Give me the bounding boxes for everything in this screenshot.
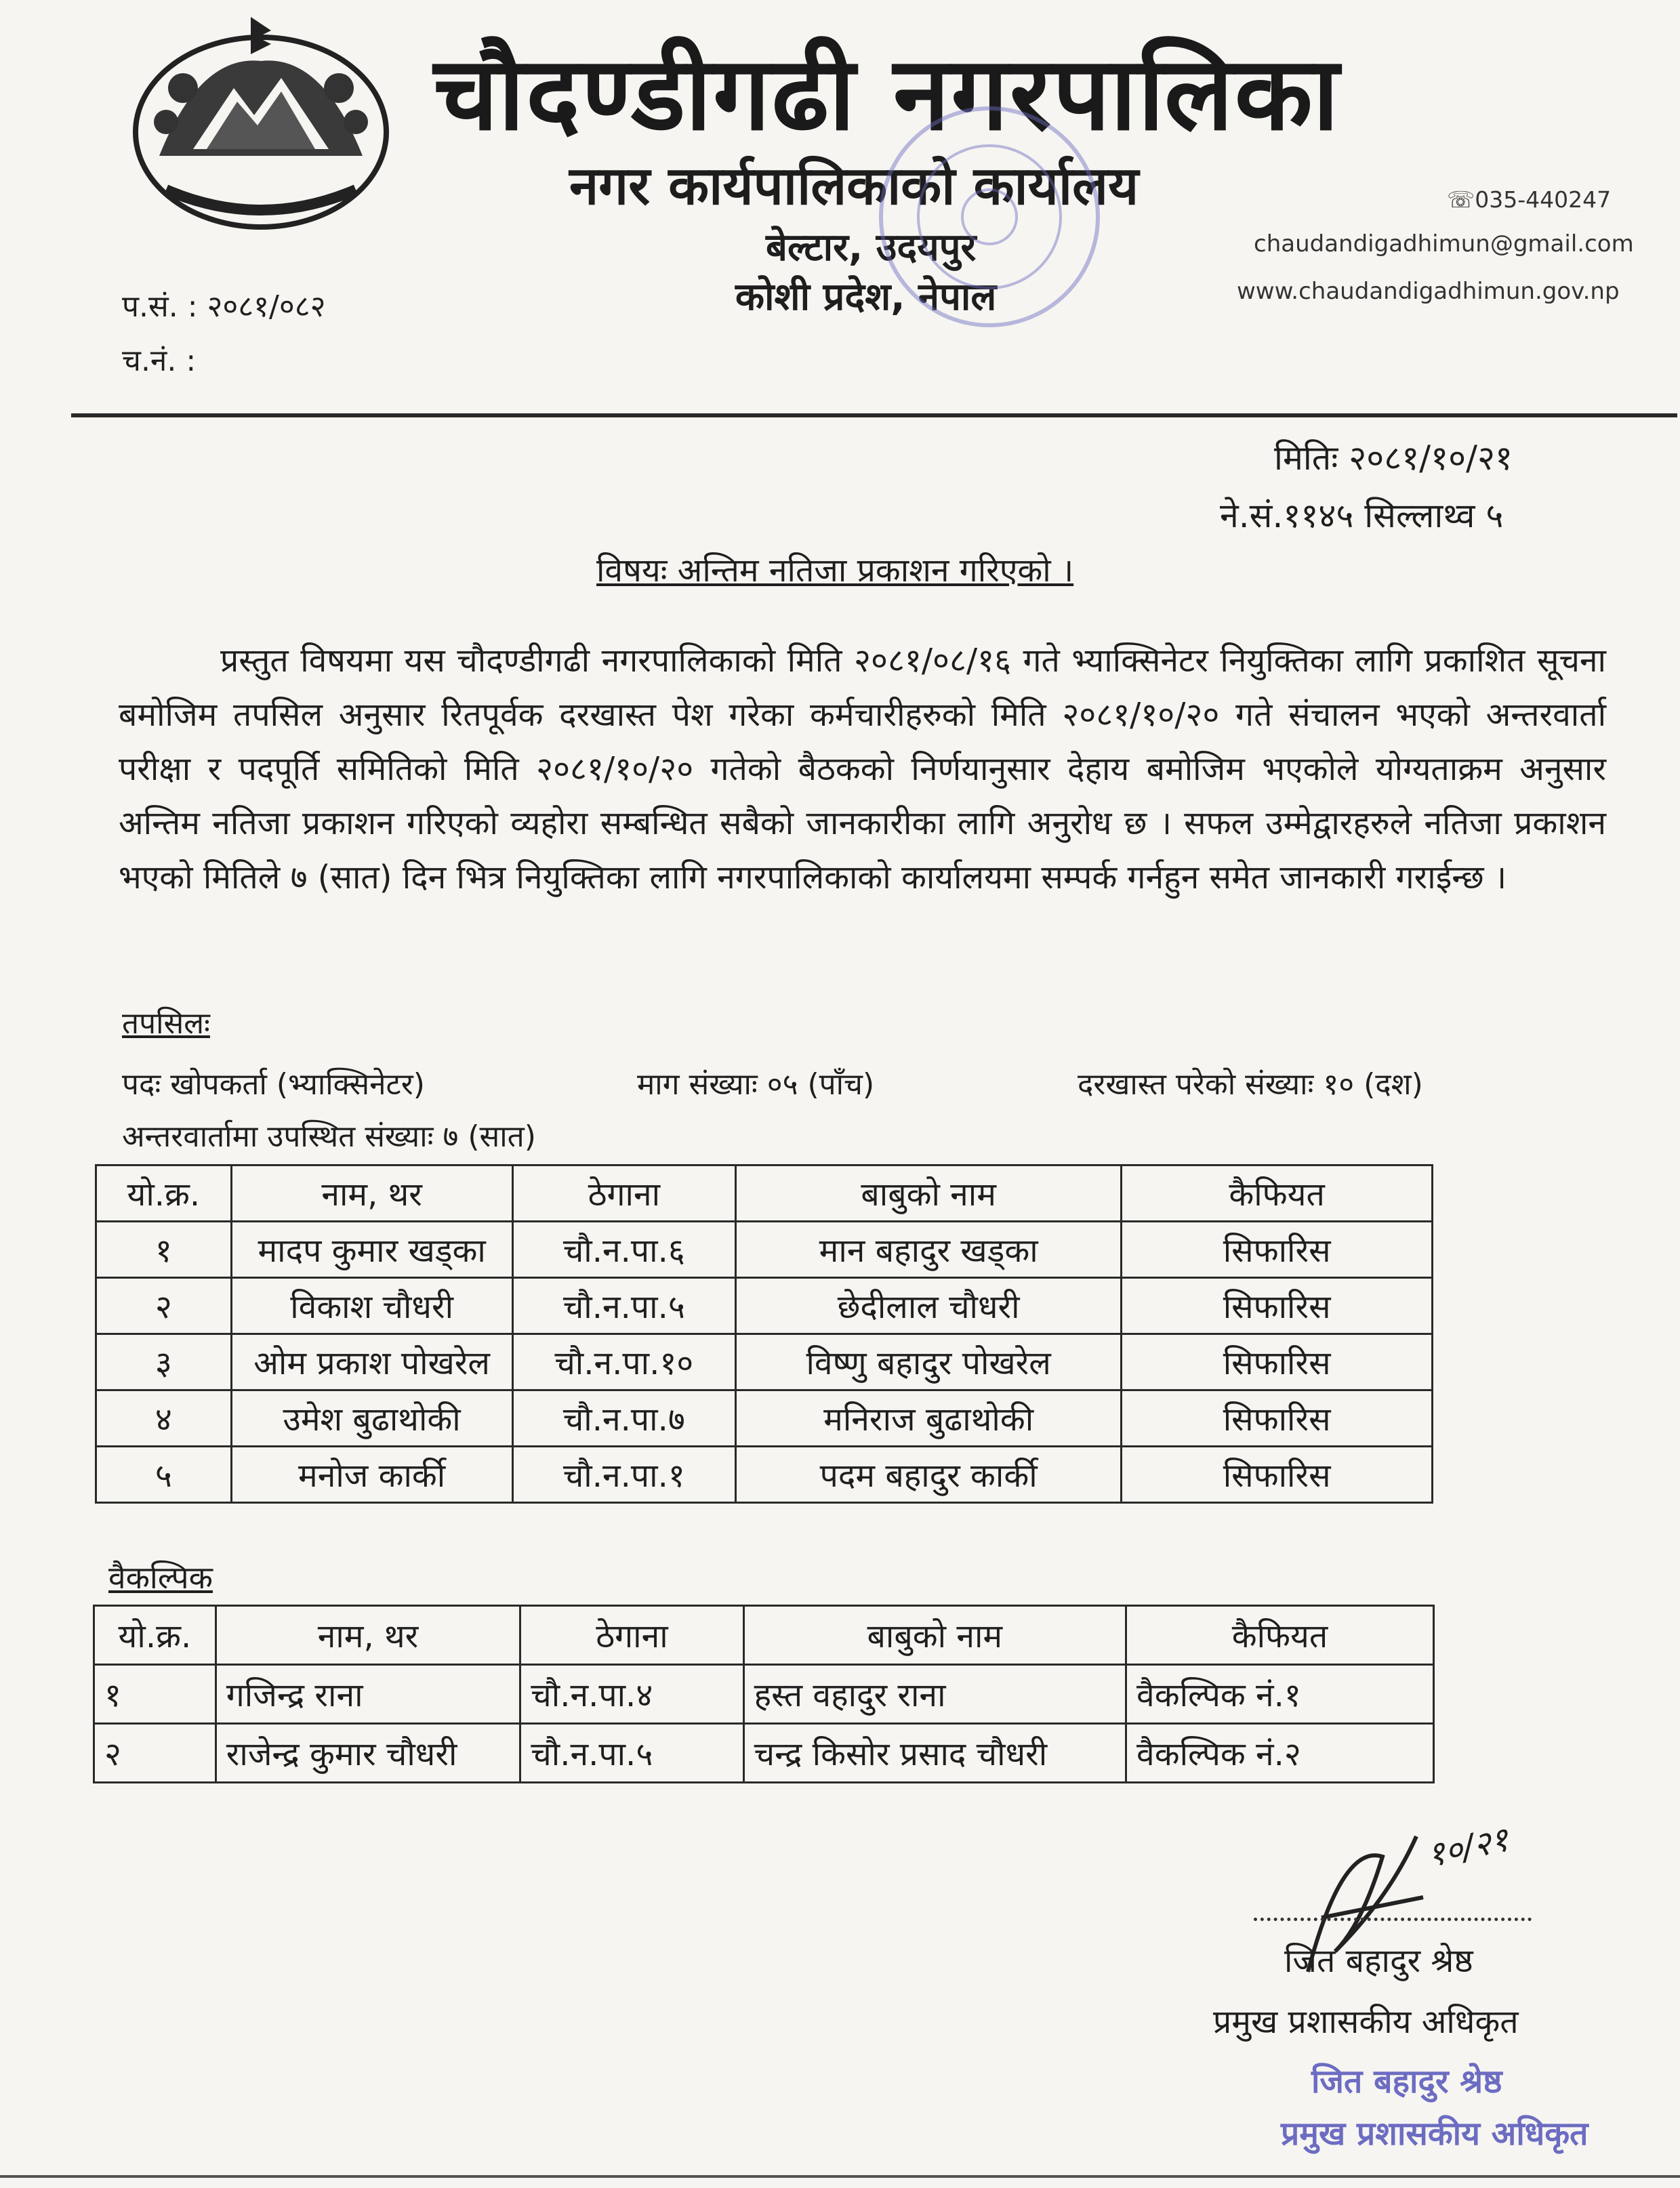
col-header-name: नाम, थर: [216, 1606, 520, 1665]
col-header-father: बाबुको नाम: [743, 1606, 1126, 1665]
cell-address: चौ.न.पा.१: [512, 1447, 736, 1503]
applied-count: दरखास्त परेको संख्याः १० (दश): [1078, 1067, 1423, 1102]
municipality-seal-icon: [861, 95, 1118, 339]
office-subtitle: नगर कार्यपालिकाको कार्यालय: [569, 156, 1139, 217]
cell-father: चन्द्र किसोर प्रसाद चौधरी: [743, 1724, 1126, 1783]
col-header-sn: यो.क्र.: [96, 1165, 232, 1222]
cell-sn: १: [96, 1222, 232, 1278]
header-divider: [71, 413, 1677, 417]
cell-name: गजिन्द्र राना: [216, 1665, 520, 1724]
cell-remark: सिफारिस: [1122, 1222, 1433, 1278]
col-header-name: नाम, थर: [231, 1165, 512, 1222]
cell-name: उमेश बुढाथोकी: [231, 1390, 512, 1447]
cell-address: चौ.न.पा.१०: [512, 1334, 736, 1390]
table-header-row: [96, 1165, 1433, 1222]
cell-name: राजेन्द्र कुमार चौधरी: [216, 1724, 520, 1783]
col-header-address: ठेगाना: [512, 1165, 736, 1222]
present-count: अन्तरवार्तामा उपस्थित संख्याः ७ (सात): [122, 1119, 536, 1154]
footer-divider: [0, 2175, 1680, 2178]
cell-name: विकाश चौधरी: [231, 1278, 512, 1334]
cell-remark: वैकल्पिक नं.१: [1126, 1665, 1434, 1724]
table-row: [96, 1222, 1433, 1278]
signer-designation: प्रमुख प्रशासकीय अधिकृत: [1213, 2003, 1519, 2041]
cell-name: मादप कुमार खड्का: [231, 1222, 512, 1278]
signature-line: [1254, 1918, 1532, 1921]
cell-father: हस्त वहादुर राना: [743, 1665, 1126, 1724]
letter-subject: विषयः अन्तिम नतिजा प्रकाशन गरिएको ।: [596, 552, 1074, 590]
letter-body: प्रस्तुत विषयमा यस चौदण्डीगढी नगरपालिकाको मिति २०८१/०८/१६ गते भ्याक्सिनेटर नियुक्तिका लागि प्रकाशित सूचना बमोजिम तपसिल अनुसार रितपूर्वक दरखास्त पेश गरेका कर्मचारीहरुको मिति २०८१/१०/२० गते संचालन भएको अन्तरवार्ता परीक्षा र पदपूर्ति समितिको मिति २०८१/१०/२० गतेको बैठकको निर्णयानुसार देहाय बमोजिम भएकोले योग्यताक्रम अनुसार अन्तिम नतिजा प्रकाशन गरिएको व्यहोरा सम्बन्धित सबैको जानकारीका लागि अनुरोध छ । सफल उम्मेद्वारहरुले नतिजा प्रकाशन भएको मितिले ७ (सात) दिन भित्र नियुक्तिका लागि नगरपालिकाको कार्यालयमा सम्पर्क गर्नहुन समेत जानकारी गराईन्छ ।: [119, 642, 1606, 896]
table-row: [96, 1447, 1433, 1503]
nepal-sambat-date: ने.सं.११४५ सिल्लाथ्व ५: [1220, 496, 1504, 535]
col-header-address: ठेगाना: [520, 1606, 743, 1665]
letter-date: मितिः २०८१/१०/२१: [1274, 438, 1513, 478]
cell-address: चौ.न.पा.४: [520, 1665, 743, 1724]
patra-sankhya: प.सं. : २०८१/०८२: [122, 289, 326, 324]
table-header-row: [94, 1606, 1434, 1665]
col-header-remark: कैफियत: [1122, 1165, 1433, 1222]
alternate-table: [93, 1605, 1435, 1783]
cell-father: पदम बहादुर कार्की: [736, 1447, 1122, 1503]
cell-sn: २: [96, 1278, 232, 1334]
cell-sn: १: [94, 1665, 216, 1724]
cell-remark: सिफारिस: [1122, 1334, 1433, 1390]
recommended-table: [95, 1164, 1433, 1504]
alternate-heading: वैकल्पिक: [108, 1559, 213, 1596]
cell-name: मनोज कार्की: [231, 1447, 512, 1503]
stamp-title: प्रमुख प्रशासकीय अधिकृत: [1281, 2115, 1589, 2153]
table-row: [96, 1334, 1433, 1390]
cell-sn: २: [94, 1724, 216, 1783]
cell-sn: ३: [96, 1334, 232, 1390]
signer-name: जित बहादुर श्रेष्ठ: [1284, 1942, 1473, 1980]
cell-father: मनिराज बुढाथोकी: [736, 1390, 1122, 1447]
cell-remark: सिफारिस: [1122, 1390, 1433, 1447]
cell-name: ओम प्रकाश पोखरेल: [231, 1334, 512, 1390]
stamp-name: जित बहादुर श्रेष्ठ: [1311, 2063, 1502, 2101]
col-header-remark: कैफियत: [1126, 1606, 1434, 1665]
details-heading: तपसिलः: [122, 1006, 210, 1041]
handwritten-date: १०/२१: [1423, 1819, 1512, 1875]
col-header-father: बाबुको नाम: [736, 1165, 1122, 1222]
address-line2: कोशी प्रदेश, नेपाल: [735, 275, 997, 319]
cell-father: छेदीलाल चौधरी: [736, 1278, 1122, 1334]
phone-number: ☏035-440247: [1447, 186, 1612, 213]
col-header-sn: यो.क्र.: [94, 1606, 216, 1665]
cell-remark: सिफारिस: [1122, 1447, 1433, 1503]
municipality-title: चौदण्डीगढी नगरपालिका: [434, 35, 1340, 153]
cell-remark: सिफारिस: [1122, 1278, 1433, 1334]
cell-sn: ४: [96, 1390, 232, 1447]
post-title: पदः खोपकर्ता (भ्याक्सिनेटर): [122, 1067, 425, 1102]
cell-father: विष्णु बहादुर पोखरेल: [736, 1334, 1122, 1390]
cell-sn: ५: [96, 1447, 232, 1503]
nepal-emblem-logo-icon: [119, 14, 403, 237]
cell-address: चौ.न.पा.७: [512, 1390, 736, 1447]
website-url: www.chaudandigadhimun.gov.np: [1237, 278, 1620, 305]
cell-address: चौ.न.पा.५: [512, 1278, 736, 1334]
table-row: [96, 1390, 1433, 1447]
cell-address: चौ.न.पा.५: [520, 1724, 743, 1783]
table-row: [94, 1724, 1434, 1783]
cell-father: मान बहादुर खड्का: [736, 1222, 1122, 1278]
cell-address: चौ.न.पा.६: [512, 1222, 736, 1278]
table-row: [94, 1665, 1434, 1724]
cell-remark: वैकल्पिक नं.२: [1126, 1724, 1434, 1783]
email-address: chaudandigadhimun@gmail.com: [1254, 230, 1634, 257]
demand-count: माग संख्याः ०५ (पाँच): [637, 1067, 875, 1102]
chalani-number: च.नं. :: [122, 344, 197, 378]
address-line1: बेल्टार, उदयपुर: [766, 226, 977, 270]
table-row: [96, 1278, 1433, 1334]
